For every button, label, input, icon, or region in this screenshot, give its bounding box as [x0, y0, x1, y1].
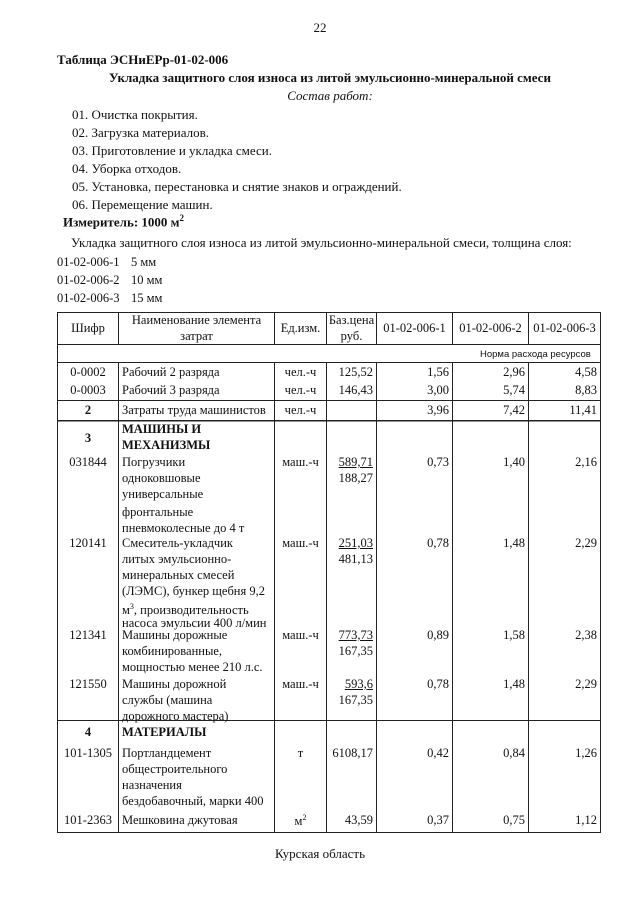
row-name: насоса эмульсии 400 л/мин — [122, 616, 267, 630]
row-price-top: 251,03 — [338, 536, 373, 550]
variant-value: 5 мм — [131, 255, 157, 269]
row-name: фронтальные — [122, 505, 194, 519]
row-name: Машины дорожные — [122, 628, 228, 642]
row-code: 101-1305 — [64, 746, 112, 760]
row-price-top: 773,73 — [338, 628, 373, 642]
row-name: Мешковина джутовая — [122, 813, 238, 827]
row-v1: 0,78 — [427, 677, 449, 691]
work-item: 02. Загрузка материалов. — [72, 125, 209, 140]
total-code: 2 — [84, 403, 92, 417]
meter-label: Измеритель: 1000 $м^2$ — [63, 213, 185, 230]
row-code: 121341 — [69, 628, 107, 642]
total-name: Затраты труда машинистов — [122, 403, 266, 417]
row-name: назначения — [122, 778, 182, 792]
row-name: Рабочий 2 разряда — [122, 365, 220, 379]
row-v1: 0,37 — [427, 813, 449, 827]
variant-value: 15 мм — [131, 291, 163, 305]
header-name-2: затрат — [180, 329, 213, 343]
row-unit: чел.-ч — [284, 383, 317, 397]
row-v3: 8,83 — [575, 383, 597, 397]
page-number: 22 — [313, 20, 327, 35]
row-v3: 2,16 — [575, 455, 597, 469]
header-price-2: руб. — [340, 329, 363, 343]
row-price-top: 593,6 — [344, 677, 373, 691]
row-name: одноковшовые — [122, 471, 201, 485]
section-title: МЕХАНИЗМЫ — [122, 438, 211, 452]
row-name: (ЛЭМС), бункер щебня 9,2 — [122, 584, 265, 598]
work-item: 06. Перемещение машин. — [72, 197, 213, 212]
norm-label: Норма расхода ресурсов — [480, 349, 591, 360]
row-name: Погрузчики — [122, 455, 186, 469]
work-item: 04. Уборка отходов. — [72, 161, 182, 176]
variant-code: 01-02-006-2 — [57, 273, 120, 287]
work-item: 01. Очистка покрытия. — [72, 107, 198, 122]
table-subtitle: Укладка защитного слоя износа из литой эмульсионно-минеральной смеси — [109, 70, 551, 85]
row-code: 0-0002 — [70, 365, 106, 379]
total-unit: чел.-ч — [284, 403, 317, 417]
row-v2: 1,40 — [503, 455, 525, 469]
row-unit: маш.-ч — [282, 677, 319, 691]
row-v2: 0,75 — [503, 813, 525, 827]
row-code: 0-0003 — [70, 383, 106, 397]
composition-heading: Состав работ: — [287, 88, 373, 103]
row-unit: маш.-ч — [282, 628, 319, 642]
header-col1: 01-02-006-1 — [383, 321, 446, 335]
work-item: 03. Приготовление и укладка смеси. — [72, 143, 272, 158]
header-unit: Ед.изм. — [280, 321, 321, 335]
row-name: Машины дорожной — [122, 677, 227, 691]
section-code: 3 — [84, 431, 92, 445]
row-price-bottom: 167,35 — [338, 644, 373, 658]
row-price-bottom: 167,35 — [338, 693, 373, 707]
row-v1: 3,00 — [427, 383, 449, 397]
row-v2: 5,74 — [503, 383, 525, 397]
section-title: МАШИНЫ И — [122, 422, 202, 436]
row-name: $м^3$, производительность — [122, 602, 249, 618]
row-unit: чел.-ч — [284, 365, 317, 379]
header-price-1: Баз.цена — [328, 313, 375, 327]
footer-region: Курская область — [274, 846, 365, 861]
row-v2: 1,58 — [503, 628, 525, 642]
row-name: мощностью менее 210 л.с. — [122, 660, 263, 674]
header-code: Шифр — [71, 321, 105, 335]
variant-code: 01-02-006-3 — [57, 291, 120, 305]
row-name: Рабочий 3 разряда — [122, 383, 220, 397]
row-name: общестроительного — [122, 762, 228, 776]
row-name: литых эмульсионно- — [122, 552, 232, 566]
row-unit: $м^2$ — [294, 813, 307, 829]
header-name-1: Наименование элемента — [131, 313, 262, 327]
row-code: 121550 — [69, 677, 107, 691]
row-name: бездобавочный, марки 400 — [122, 794, 264, 808]
description: Укладка защитного слоя износа из литой эмульсионно-минеральной смеси, толщина слоя: — [71, 235, 572, 250]
row-price: 43,59 — [344, 813, 373, 827]
total-v2: 7,42 — [503, 403, 525, 417]
row-price: 6108,17 — [332, 746, 373, 760]
table-title: Таблица ЭСНиЕРр-01-02-006 — [57, 52, 229, 67]
row-code: 101-2363 — [64, 813, 112, 827]
row-unit: маш.-ч — [282, 455, 319, 469]
row-unit: маш.-ч — [282, 536, 319, 550]
row-name: службы (машина — [122, 693, 213, 707]
row-v1: 1,56 — [427, 365, 449, 379]
header-col2: 01-02-006-2 — [459, 321, 522, 335]
row-code: 031844 — [69, 455, 107, 469]
row-name: пневмоколесные до 4 т — [122, 521, 245, 535]
row-v3: 1,12 — [575, 813, 597, 827]
row-name: комбинированные, — [122, 644, 223, 658]
work-item: 05. Установка, перестановка и снятие знаков и ограждений. — [72, 179, 402, 194]
row-v2: 1,48 — [503, 677, 525, 691]
row-price-top: 589,71 — [338, 455, 373, 469]
row-v1: 0,89 — [427, 628, 449, 642]
row-v2: 0,84 — [503, 746, 525, 760]
row-v3: 2,29 — [575, 536, 597, 550]
row-v3: 4,58 — [575, 365, 597, 379]
row-v3: 1,26 — [575, 746, 597, 760]
row-v1: 0,42 — [427, 746, 449, 760]
row-price-bottom: 188,27 — [338, 471, 373, 485]
row-name: Смеситель-укладчик — [122, 536, 233, 550]
row-name: минеральных смесей — [122, 568, 235, 582]
row-price-bottom: 481,13 — [338, 552, 373, 566]
row-unit: т — [297, 746, 304, 760]
row-v2: 1,48 — [503, 536, 525, 550]
row-v1: 0,78 — [427, 536, 449, 550]
row-price: 146,43 — [338, 383, 373, 397]
row-price: 125,52 — [338, 365, 373, 379]
row-v3: 2,29 — [575, 677, 597, 691]
row-code: 120141 — [69, 536, 107, 550]
row-name: универсальные — [122, 487, 204, 501]
variant-value: 10 мм — [131, 273, 163, 287]
variant-code: 01-02-006-1 — [57, 255, 120, 269]
section-code: 4 — [84, 725, 92, 739]
row-v1: 0,73 — [427, 455, 449, 469]
row-name: Портландцемент — [122, 746, 212, 760]
row-v2: 2,96 — [503, 365, 525, 379]
row-name: дорожного мастера) — [122, 709, 229, 723]
row-v3: 2,38 — [575, 628, 597, 642]
total-v3: 11,41 — [569, 403, 597, 417]
section-title: МАТЕРИАЛЫ — [122, 725, 207, 739]
header-col3: 01-02-006-3 — [533, 321, 596, 335]
total-v1: 3,96 — [427, 403, 449, 417]
